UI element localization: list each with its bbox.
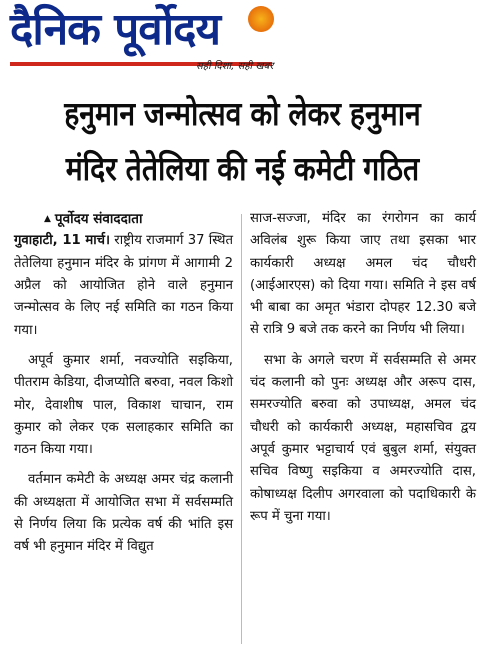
byline-text: पूर्वोदय संवाददाता xyxy=(54,211,143,228)
headline-line-2: मंदिर तेतेलिया की नई कमेटी गठित xyxy=(65,149,420,188)
dateline: गुवाहाटी, 11 मार्च। xyxy=(14,233,111,249)
paragraph-3: वर्तमान कमेटी के अध्यक्ष अमर चंद्र कलानी की अध्यक्षता में आयोजित सभा में सर्वसम्मति से निर्णय लिया कि प्रत्येक वर्ष की भांति इस वर्ष भी हनुमान मंदिर में विद्युत xyxy=(14,472,233,555)
paragraph-1-text: राष्ट्रीय राजमार्ग 37 स्थित तेतेलिया हनुमान मंदिर के प्रांगण में आगामी 2 अप्रैल को आयोजित होने वाले हनुमान जन्मोत्सव के लिए नई समिति का गठन किया गया। xyxy=(14,233,234,338)
paragraph-4: साज-सज्जा, मंदिर का रंगरोगन का कार्य अविलंब शुरू किया जाए तथा इसका भार कार्यकारी अध्यक्ष अमल चंद चौधरी (आईआरएस) को दिया गया। समिति ने इस वर्ष भी बाबा का अमृत भंडारा दोपहर 12.30 बजे से रात्रि 9 बजे तक करने का निर्णय भी लिया। xyxy=(250,211,476,338)
sun-icon xyxy=(248,6,274,32)
masthead-tagline: सही दिशा, सही खबर xyxy=(196,61,274,72)
triangle-bullet-icon: ▲ xyxy=(44,214,51,224)
byline xyxy=(44,208,233,230)
masthead xyxy=(0,0,485,80)
newspaper-logo: दैनिक पूर्वोदय xyxy=(10,4,221,55)
article-headline xyxy=(0,86,485,196)
headline-line-1: हनुमान जन्मोत्सव को लेकर हनुमान xyxy=(64,94,421,133)
column-divider xyxy=(241,214,242,644)
paragraph-1 xyxy=(14,230,233,341)
article-column-left xyxy=(14,208,233,559)
article-column-right xyxy=(250,208,476,528)
paragraph-2: अपूर्व कुमार शर्मा, नवज्योति सइकिया, पीतराम केडिया, दीजप्योति बरुवा, नवल किशो मोर, देवाशीष पाल, विकाश चाचान, राम कुमार को लेकर एक सलाहकार समिति का गठन किया गया। xyxy=(14,352,233,458)
paragraph-5: सभा के अगले चरण में सर्वसम्मति से अमर चंद कलानी को पुनः अध्यक्ष और अरूप दास, समरज्योति बरुवा को उपाध्यक्ष, अमल चंद चौधरी को कार्यकारी अध्यक्ष, महासचिव द्वय अपूर्व कुमार भट्टाचार्य एवं बुबुल शर्मा, संयुक्त सचिव विष्णु सइकिया व अमरज्योति दास, कोषाध्यक्ष दिलीप अगरवाला को पदाधिकारी के रूप में चुना गया। xyxy=(250,352,476,524)
